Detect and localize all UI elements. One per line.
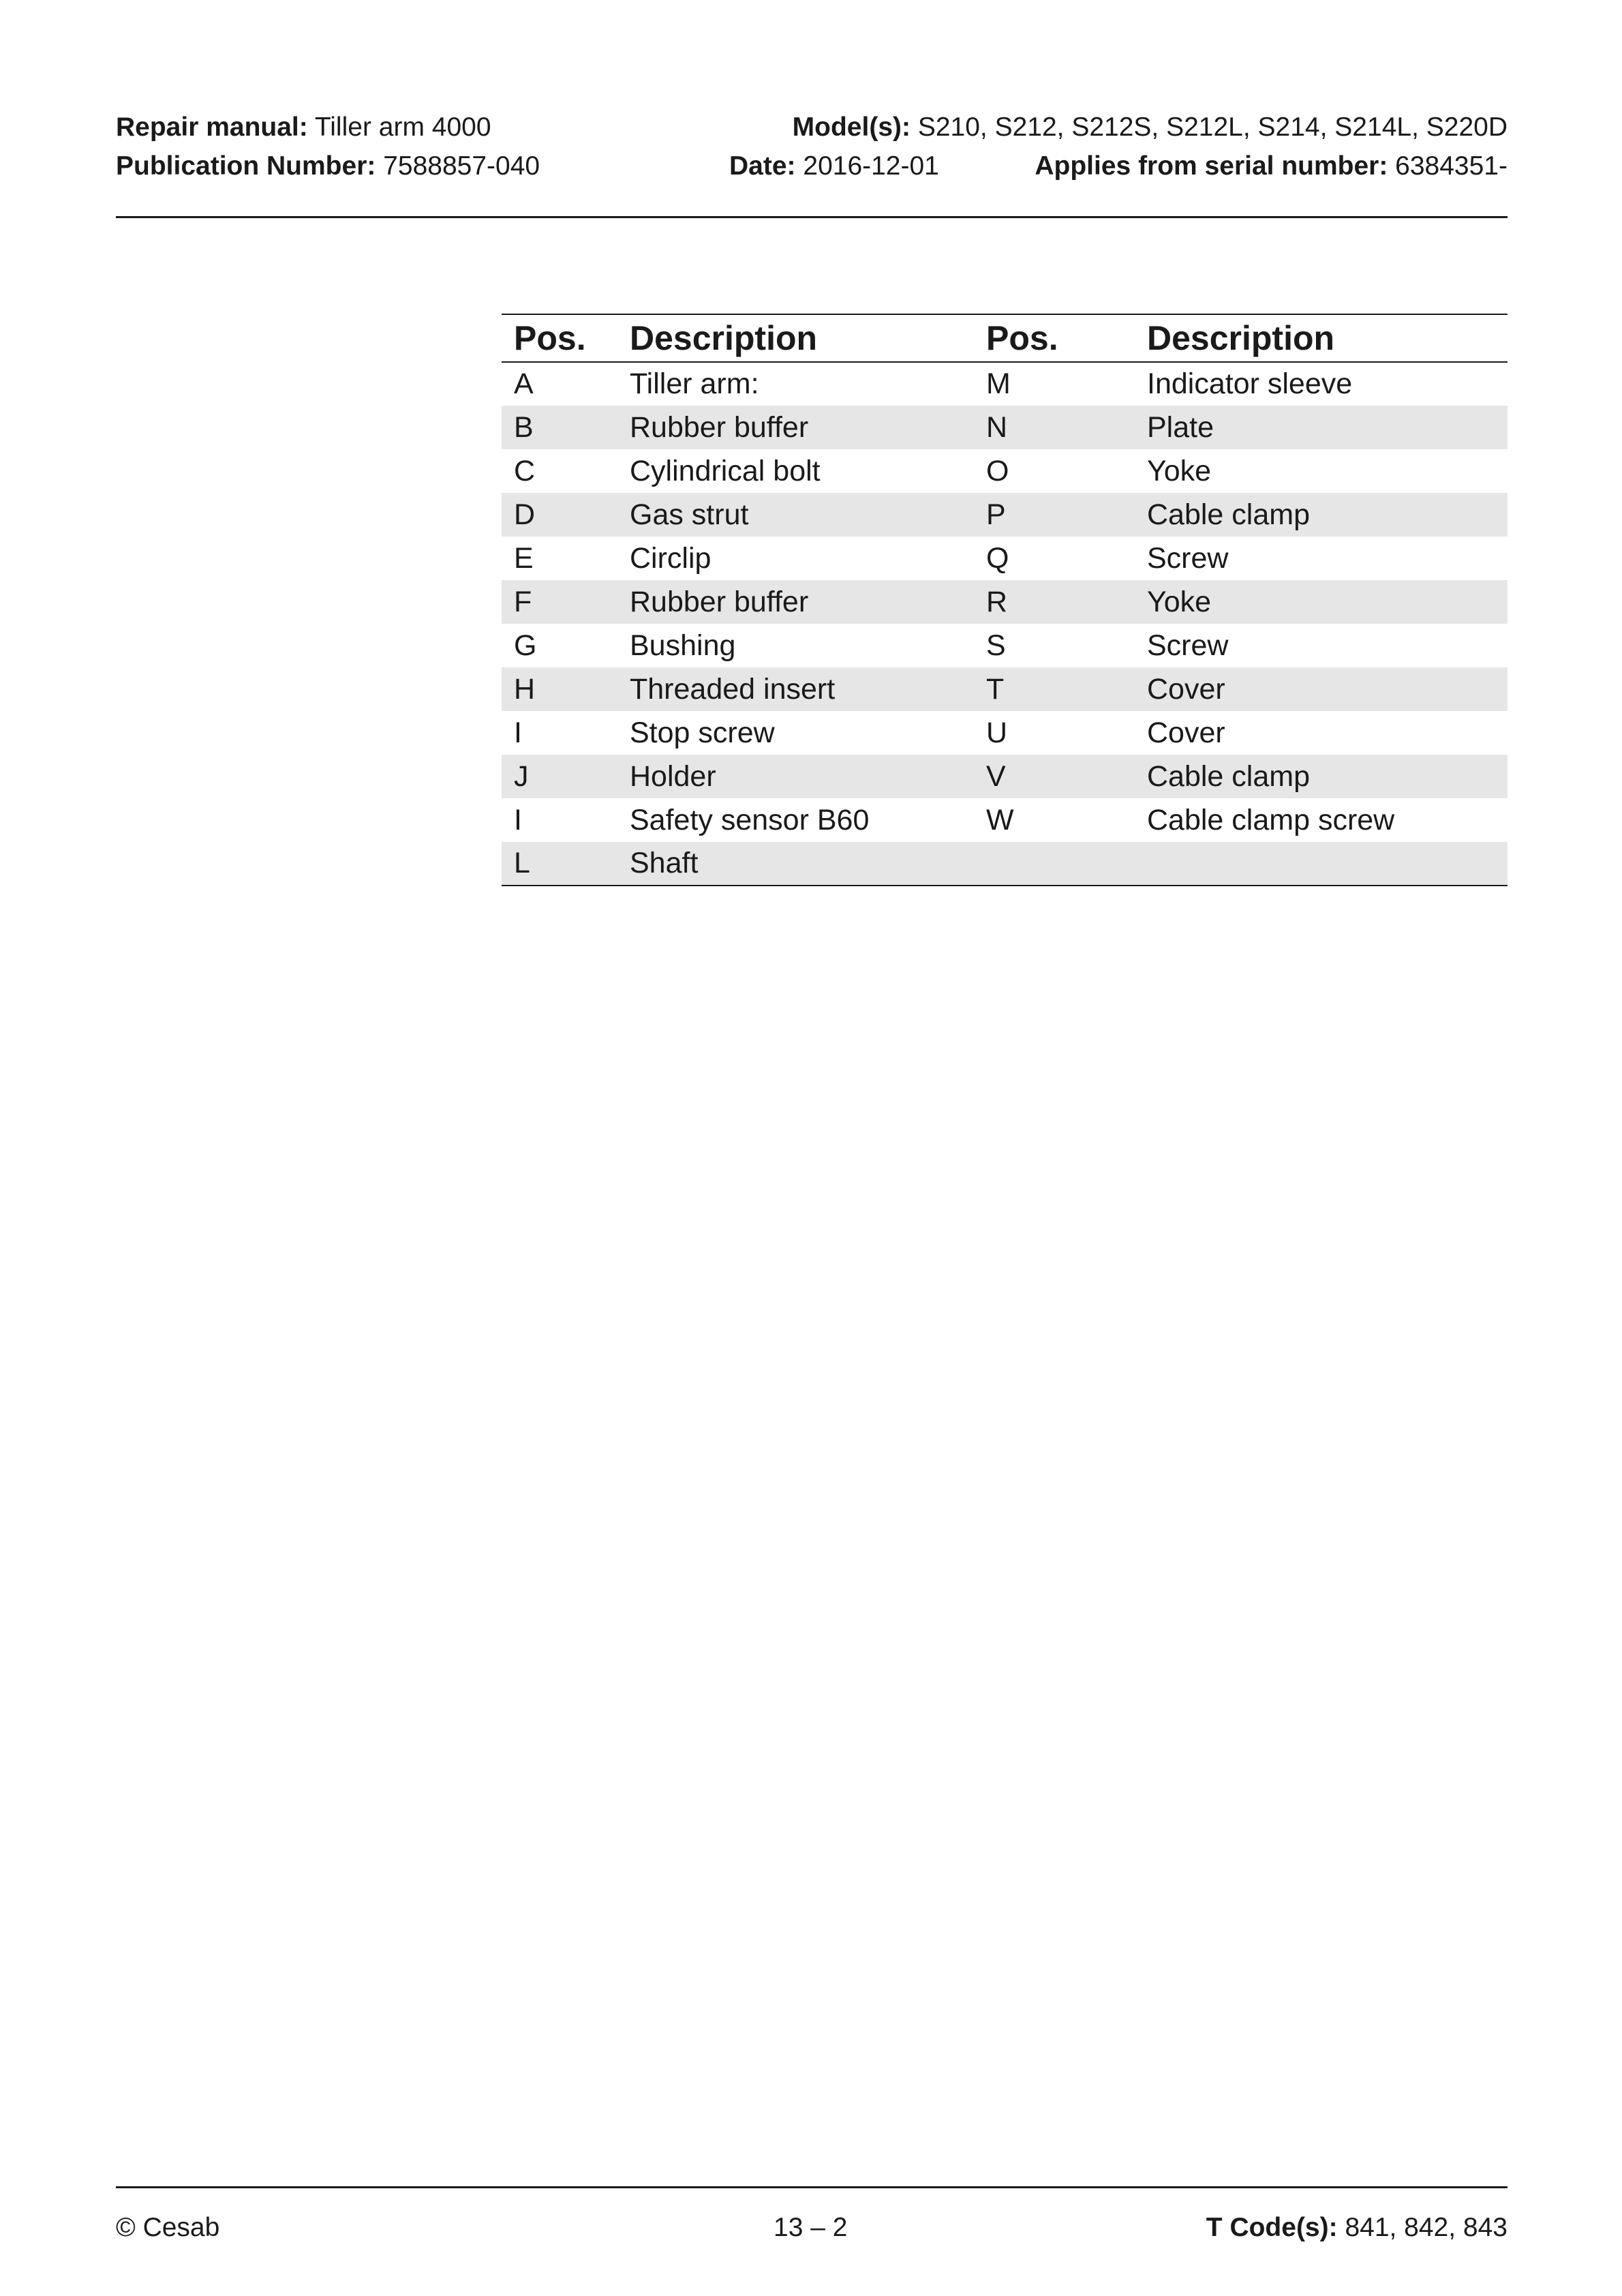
header-row-2 [116,147,1508,185]
description-cell: Stop screw [630,716,775,749]
pos-cell: I [514,803,522,836]
publication-info [116,147,540,185]
page-footer [116,2207,1508,2248]
pos-cell: I [514,716,522,749]
pos-cell: F [514,585,532,618]
pos-cell: O [986,454,1009,487]
pos-cell: J [514,759,529,793]
footer-divider [116,2186,1508,2188]
pos-cell: G [514,629,537,662]
column-header-description: Description [630,319,818,357]
table-row [502,755,1508,798]
description-cell: Bushing [630,629,736,662]
serial-info [1035,147,1508,185]
description-cell: Cover [1147,716,1225,749]
table-row [502,711,1508,755]
table-row [502,842,1508,886]
tcode-value: 841, 842, 843 [1345,2213,1508,2242]
description-cell: Yoke [1147,454,1212,487]
date-value: 2016-12-01 [803,151,939,181]
repair-manual-info [116,108,491,147]
header-row-1 [116,108,1508,147]
date-info [729,147,939,185]
repair-manual-value: Tiller arm 4000 [314,112,491,142]
description-cell: Threaded insert [630,672,836,706]
table-row [502,798,1508,842]
pos-cell: B [514,410,534,444]
models-info [793,108,1508,147]
table-row [502,537,1508,580]
description-cell: Holder [630,759,716,793]
description-cell: Cable clamp [1147,498,1310,531]
description-cell: Indicator sleeve [1147,367,1353,400]
description-cell: Screw [1147,629,1229,662]
description-cell: Shaft [630,847,699,879]
publication-label: Publication Number: [116,151,376,181]
serial-value: 6384351- [1395,151,1508,181]
pos-cell: A [514,367,534,400]
table-row [502,362,1508,406]
pos-cell: P [986,498,1006,531]
table-row [502,406,1508,449]
column-header-description: Description [1147,319,1335,357]
table-row [502,449,1508,493]
description-cell: Cylindrical bolt [630,454,821,487]
publication-value: 7588857-040 [383,151,540,181]
pos-cell [974,842,1135,886]
description-cell: Cover [1147,672,1225,706]
description-cell: Cable clamp screw [1147,803,1395,836]
pos-cell: W [986,803,1014,836]
table-row [502,667,1508,711]
pos-cell: M [986,367,1011,400]
table-row [502,580,1508,624]
description-cell: Safety sensor B60 [630,803,870,836]
copyright: © Cesab [116,2213,220,2242]
pos-cell: C [514,454,536,487]
serial-label: Applies from serial number: [1035,151,1388,181]
column-header-pos: Pos. [986,319,1058,357]
date-label: Date: [729,151,796,181]
description-cell: Rubber buffer [630,585,809,618]
parts-table-body [502,362,1508,886]
tcode-info [1206,2207,1508,2248]
pos-cell: V [986,759,1006,793]
description-cell: Yoke [1147,585,1212,618]
pos-cell: E [514,541,534,575]
page-number: 13 – 2 [774,2213,848,2242]
pos-cell: Q [986,541,1009,575]
pos-cell: N [986,410,1008,444]
pos-cell: S [986,629,1006,662]
description-cell: Gas strut [630,498,749,531]
pos-cell: H [514,672,536,706]
models-label: Model(s): [792,112,911,142]
description-cell: Tiller arm: [630,367,759,400]
description-cell: Screw [1147,541,1229,575]
models-value: S210, S212, S212S, S212L, S214, S214L, S220D [917,112,1508,142]
description-cell: Rubber buffer [630,410,809,444]
repair-manual-label: Repair manual: [116,112,308,142]
description-cell: Cable clamp [1147,759,1310,793]
parts-table-header [502,314,1508,362]
table-header-row [502,314,1508,362]
tcode-label: T Code(s): [1206,2213,1338,2242]
pos-cell: U [986,716,1008,749]
column-header-pos: Pos. [514,319,586,357]
pos-cell: D [514,498,536,531]
page-header [116,108,1508,185]
description-cell: Circlip [630,541,711,575]
parts-table [502,314,1508,886]
pos-cell: R [986,585,1008,618]
table-row [502,493,1508,537]
pos-cell: T [986,672,1005,706]
description-cell: Plate [1147,410,1214,444]
description-cell [1135,842,1508,886]
pos-cell: L [514,847,530,879]
header-divider [116,216,1508,218]
table-row [502,624,1508,667]
